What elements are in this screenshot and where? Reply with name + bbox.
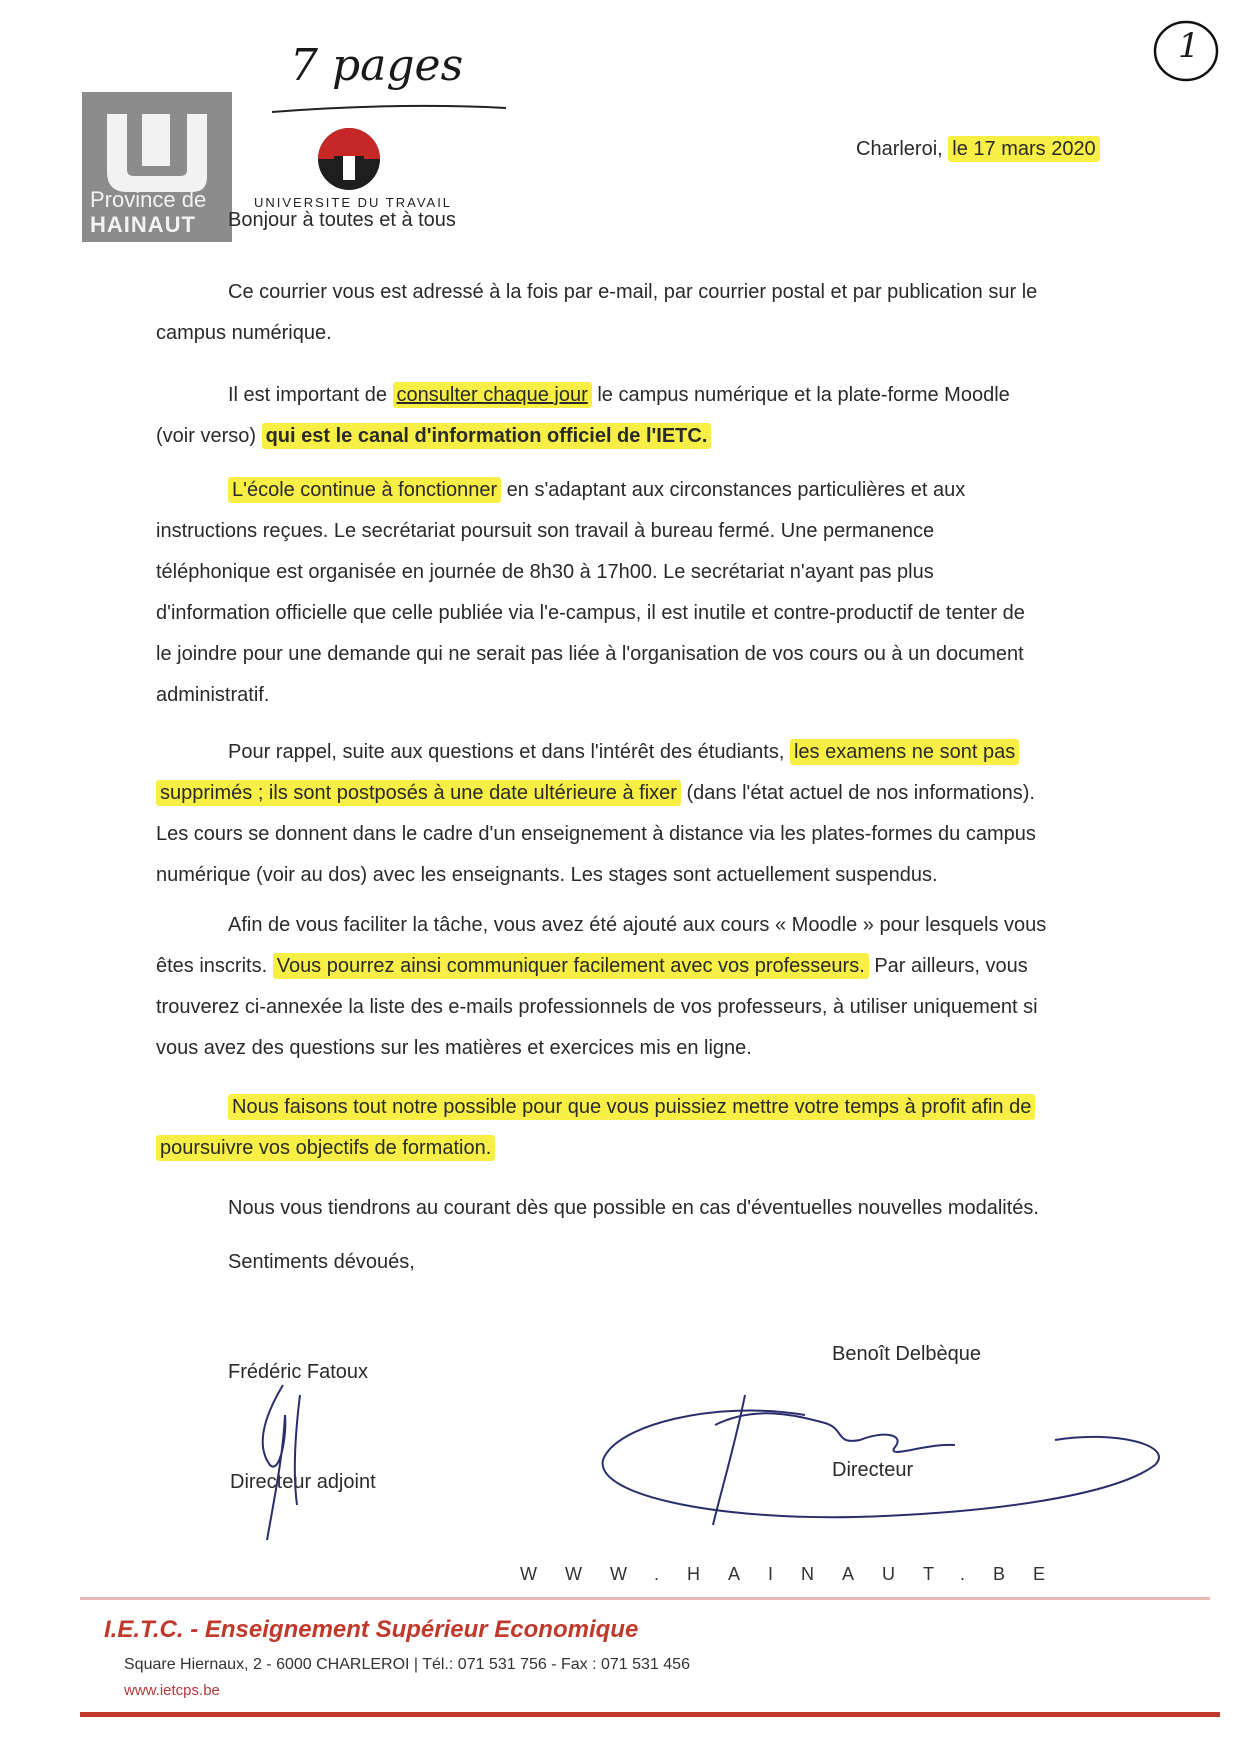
paragraph-line — [156, 773, 1036, 814]
date-value: le 17 mars 2020 — [948, 136, 1099, 162]
text-run: Il est important de — [228, 384, 393, 406]
paragraph-7 — [228, 1188, 1039, 1229]
highlight-exams-postponed: supprimés ; ils sont postposés à une date ultérieure à fixer — [156, 780, 681, 806]
text-run: (dans l'état actuel de nos informations). — [680, 782, 1035, 804]
closing: Sentiments dévoués, — [228, 1251, 415, 1273]
province-logo-name: HAINAUT — [90, 212, 196, 237]
paragraph-line: Nous vous tiendrons au courant dès que possible en cas d'éventuelles nouvelles modalités. — [228, 1197, 1039, 1219]
highlight-school-continues: L'école continue à fonctionner — [228, 477, 501, 503]
paragraph-2 — [156, 375, 1010, 457]
greeting: Bonjour à toutes et à tous — [228, 209, 456, 231]
footer-rule — [80, 1597, 1210, 1600]
date-place: Charleroi, — [856, 138, 943, 160]
paragraph-line: Afin de vous faciliter la tâche, vous avez été ajouté aux cours « Moodle » pour lesquels vous — [228, 914, 1047, 936]
paragraph-line — [156, 1087, 1035, 1128]
text-run: Par ailleurs, vous — [868, 955, 1028, 977]
handwritten-pages-note: 7 pages — [290, 40, 464, 91]
highlight-consult-daily: consulter chaque jour — [393, 382, 592, 408]
paragraph-line — [156, 470, 1025, 511]
website-banner: WWW.HAINAUT.BE — [520, 1564, 1073, 1584]
footer-bottom-rule — [80, 1712, 1220, 1717]
signatory-right-name: Benoît Delbèque — [832, 1343, 982, 1365]
text-run: êtes inscrits. — [156, 955, 273, 977]
paragraph-line: administratif. — [156, 684, 270, 706]
highlight-exams: les examens ne sont pas — [790, 739, 1019, 765]
universite-du-travail-logo — [316, 126, 382, 192]
paragraph-1 — [156, 272, 1037, 354]
institution-address: Square Hiernaux, 2 - 6000 CHARLEROI | Tél.: 071 531 756 - Fax : 071 531 456 — [124, 1656, 690, 1673]
paragraph-line: téléphonique est organisée en journée de 8h30 à 17h00. Le secrétariat n'ayant pas plus — [156, 561, 934, 583]
paragraph-line — [156, 1128, 1035, 1169]
text-run: Pour rappel, suite aux questions et dans l'intérêt des étudiants, — [228, 741, 790, 763]
signatory-right-title: Directeur — [832, 1459, 914, 1481]
paragraph-line: le joindre pour une demande qui ne serait pas liée à l'organisation de vos cours ou à un document — [156, 643, 1024, 665]
paragraph-line — [156, 416, 1010, 457]
paragraph-5 — [156, 905, 1046, 1069]
paragraph-line: trouverez ci-annexée la liste des e-mails professionnels de vos professeurs, à utiliser uniquement si — [156, 996, 1038, 1018]
paragraph-line: vous avez des questions sur les matières et exercices mis en ligne. — [156, 1037, 752, 1059]
paragraph-line: Les cours se donnent dans le cadre d'un enseignement à distance via les plates-formes du campus — [156, 823, 1036, 845]
paragraph-line — [156, 946, 1046, 987]
text-run: en s'adaptant aux circonstances particulières et aux — [501, 479, 966, 501]
paragraph-line — [156, 732, 1036, 773]
university-name: UNIVERSITE DU TRAVAIL — [254, 195, 453, 210]
handwritten-page-number: 1 — [1178, 26, 1200, 66]
paragraph-line: campus numérique. — [156, 322, 332, 344]
paragraph-line: d'information officielle que celle publiée via l'e-campus, il est inutile et contre-productif de tenter de — [156, 602, 1025, 624]
signature-right — [595, 1385, 1165, 1535]
paragraph-line: instructions reçues. Le secrétariat poursuit son travail à bureau fermé. Une permanence — [156, 520, 935, 542]
highlight-possible: Nous faisons tout notre possible pour que vous puissiez mettre votre temps à profit afin de — [228, 1094, 1035, 1120]
highlight-objectives: poursuivre vos objectifs de formation. — [156, 1135, 495, 1161]
handwritten-underline — [270, 100, 510, 120]
letter-date — [856, 134, 1100, 164]
institution-website: www.ietcps.be — [124, 1682, 220, 1699]
signature-left — [225, 1375, 335, 1550]
province-logo-text: Province de — [90, 187, 207, 212]
highlight-official-channel: qui est le canal d'information officiel de l'IETC. — [262, 423, 712, 449]
institution-name: I.E.T.C. - Enseignement Supérieur Economique — [104, 1616, 639, 1643]
paragraph-line: Ce courrier vous est adressé à la fois par e-mail, par courrier postal et par publication sur le — [228, 281, 1038, 303]
signatory-left-name: Frédéric Fatoux — [228, 1361, 369, 1383]
paragraph-line: numérique (voir au dos) avec les enseignants. Les stages sont actuellement suspendus. — [156, 864, 938, 886]
text-run: (voir verso) — [156, 425, 262, 447]
paragraph-line — [156, 375, 1010, 416]
paragraph-4 — [156, 732, 1036, 896]
text-run: le campus numérique et la plate-forme Moodle — [591, 384, 1010, 406]
signatory-left-title: Directeur adjoint — [230, 1471, 376, 1493]
highlight-communicate: Vous pourrez ainsi communiquer facilement avec vos professeurs. — [273, 953, 869, 979]
paragraph-6 — [156, 1087, 1035, 1169]
paragraph-3 — [156, 470, 1025, 716]
